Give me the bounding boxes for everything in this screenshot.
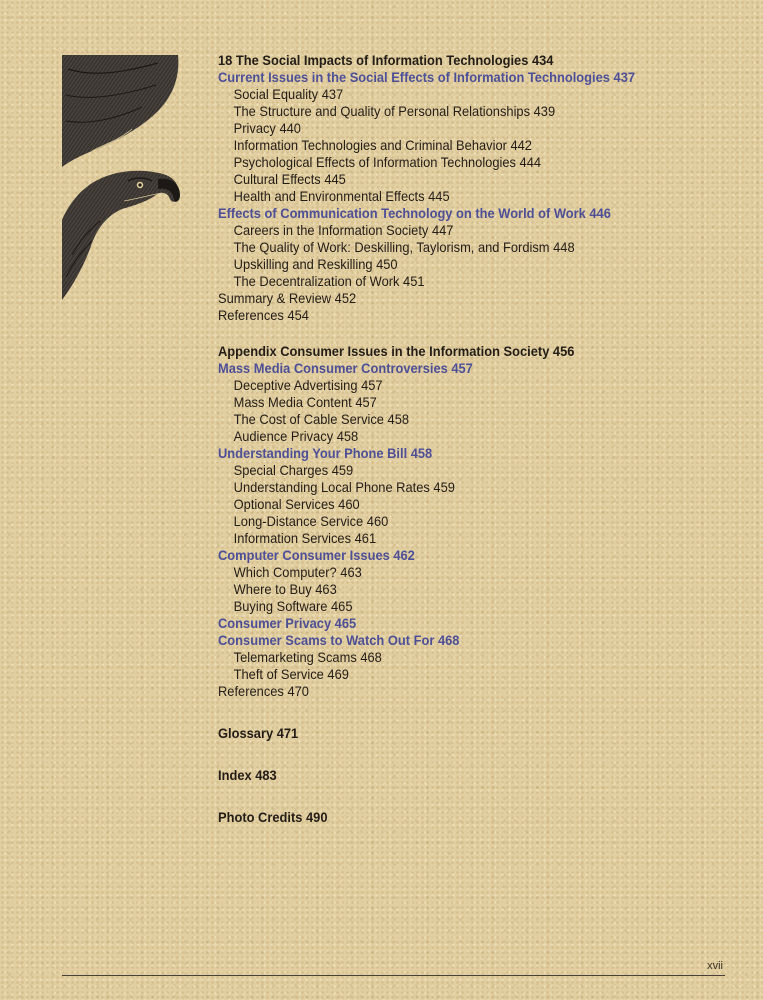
section-heading: Computer Consumer Issues 462	[218, 547, 415, 563]
toc-entry: Upskilling and Reskilling 450	[233, 256, 398, 272]
toc-entry: Optional Services 460	[233, 496, 360, 512]
toc-entry: The Cost of Cable Service 458	[233, 411, 410, 427]
section-heading: Consumer Privacy 465	[218, 615, 357, 631]
toc-entry: Long-Distance Service 460	[233, 513, 389, 529]
references-entry: References 454	[218, 307, 309, 323]
summary-review-entry: Summary & Review 452	[218, 290, 357, 306]
page-number: xvii	[707, 960, 723, 972]
glossary-entry: Glossary 471	[218, 725, 299, 741]
footer-rule	[62, 975, 725, 976]
toc-entry: Which Computer? 463	[233, 564, 362, 580]
section-heading: Mass Media Consumer Controversies 457	[218, 360, 473, 376]
toc-entry: Theft of Service 469	[233, 666, 349, 682]
section-heading: Consumer Scams to Watch Out For 468	[218, 632, 460, 648]
toc-entry: Cultural Effects 445	[233, 171, 346, 187]
section-heading: Effects of Communication Technology on the World of Work 446	[218, 205, 611, 221]
eagle-engraving-icon	[62, 55, 182, 300]
toc-entry: Health and Environmental Effects 445	[233, 188, 450, 204]
toc-entry: Where to Buy 463	[233, 581, 337, 597]
references-entry: References 470	[218, 683, 309, 699]
table-of-contents	[218, 52, 738, 826]
appendix-title: Appendix Consumer Issues in the Information Society 456	[218, 343, 575, 359]
index-entry: Index 483	[218, 767, 277, 783]
toc-entry: The Quality of Work: Deskilling, Taylorism, and Fordism 448	[233, 239, 575, 255]
toc-entry: The Decentralization of Work 451	[233, 273, 425, 289]
toc-entry: Social Equality 437	[233, 86, 344, 102]
section-heading: Current Issues in the Social Effects of Information Technologies 437	[218, 69, 636, 85]
toc-entry: The Structure and Quality of Personal Relationships 439	[233, 103, 556, 119]
toc-entry: Careers in the Information Society 447	[233, 222, 454, 238]
section-heading: Understanding Your Phone Bill 458	[218, 445, 433, 461]
toc-entry: Understanding Local Phone Rates 459	[233, 479, 455, 495]
toc-entry: Deceptive Advertising 457	[233, 377, 383, 393]
photo-credits-entry: Photo Credits 490	[218, 809, 328, 825]
toc-entry: Audience Privacy 458	[233, 428, 359, 444]
chapter-18-title: 18 The Social Impacts of Information Technologies 434	[218, 52, 554, 68]
toc-entry: Buying Software 465	[233, 598, 353, 614]
toc-entry: Information Services 461	[233, 530, 377, 546]
toc-entry: Psychological Effects of Information Technologies 444	[233, 154, 542, 170]
toc-entry: Mass Media Content 457	[233, 394, 377, 410]
toc-entry: Telemarketing Scams 468	[233, 649, 382, 665]
toc-entry: Special Charges 459	[233, 462, 354, 478]
toc-entry: Privacy 440	[233, 120, 301, 136]
toc-entry: Information Technologies and Criminal Behavior 442	[233, 137, 532, 153]
